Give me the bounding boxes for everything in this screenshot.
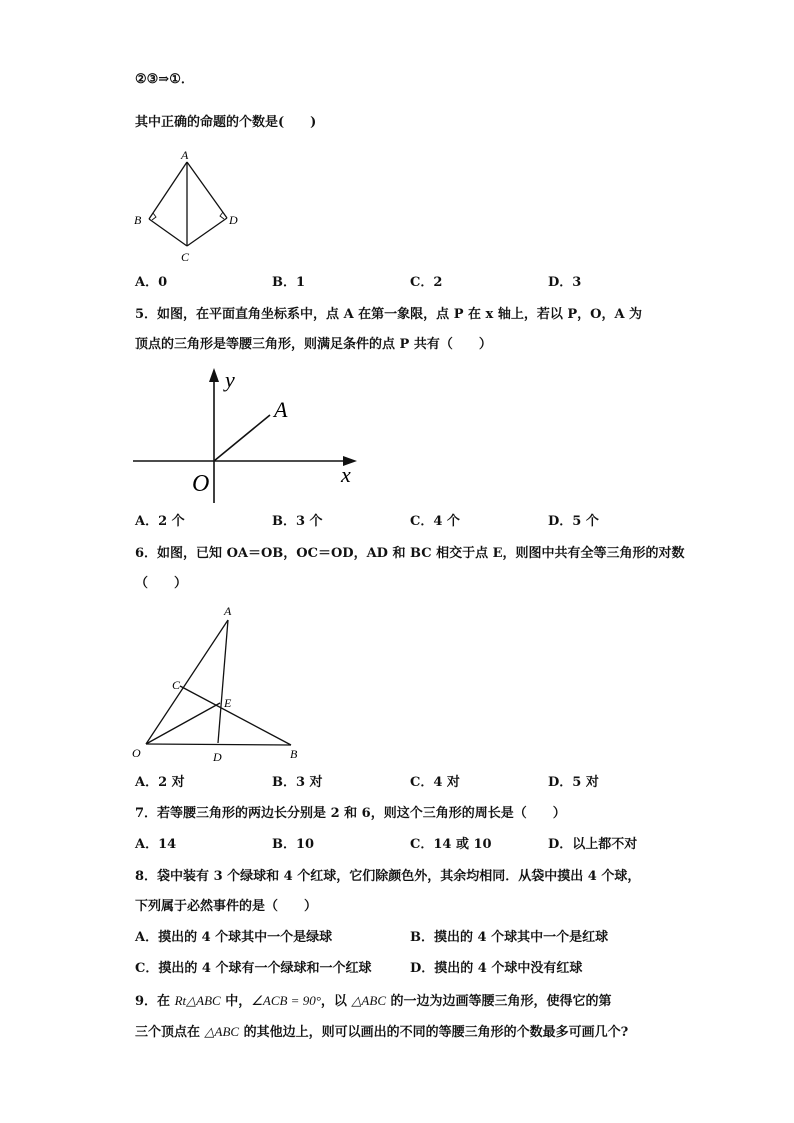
- q7-option-d: D．以上都不对: [548, 837, 638, 852]
- q4-option-b: B．1: [272, 275, 306, 290]
- q7-stem: 7．若等腰三角形的两边长分别是 2 和 6，则这个三角形的周长是（ ）: [135, 806, 566, 821]
- q5-label-a: A: [274, 397, 288, 422]
- q7-option-a: A．14: [135, 837, 177, 852]
- q4-label-d: D: [229, 213, 238, 227]
- q6-label-c: C: [172, 678, 181, 692]
- q5-option-a: A．2 个: [135, 514, 185, 529]
- q4-tail: ②③⇒①．: [135, 72, 194, 87]
- q8-option-d: D．摸出的 4 个球中没有红球: [410, 961, 583, 976]
- q5-label-o: O: [192, 471, 210, 497]
- q9-stem-line1: [135, 993, 612, 1010]
- q9-l1-suffix: 的一边为边画等腰三角形，使得它的第: [386, 994, 612, 1009]
- q4-option-d: D．3: [548, 275, 582, 290]
- q4-label-c: C: [181, 250, 190, 264]
- q9-l1-mid2: ，以: [320, 994, 352, 1009]
- q6-label-a: A: [224, 604, 232, 618]
- q6-option-c: C．4 对: [410, 775, 460, 790]
- q4-label-a: A: [181, 148, 189, 162]
- q9-l1-prefix: 9．在: [135, 994, 175, 1009]
- q9-l1-triangle: Rt△ABC: [174, 993, 221, 1008]
- q7-option-c: C．14 或 10: [410, 837, 492, 852]
- q6-label-b: B: [290, 747, 298, 761]
- q4-label-b: B: [134, 213, 142, 227]
- q9-l1-mid: 中，: [220, 994, 252, 1009]
- q6-label-d: D: [213, 750, 222, 764]
- q7-option-b: B．10: [272, 837, 315, 852]
- q9-l2-triangle: △ABC: [204, 1024, 240, 1039]
- q9-l1-angle: ∠ACB = 90°: [251, 993, 321, 1008]
- q4-option-c: C．2: [410, 275, 443, 290]
- q6-option-a: A．2 对: [135, 775, 185, 790]
- q9-l2-suffix: 的其他边上，则可以画出的不同的等腰三角形的个数最多可画几个?: [239, 1025, 629, 1040]
- q8-stem-line1: 8．袋中装有 3 个绿球和 4 个红球，它们除颜色外，其余均相同．从袋中摸出 4 个球，: [135, 869, 641, 884]
- q8-stem-line2: 下列属于必然事件的是（ ）: [135, 899, 318, 914]
- q9-l1-triangle2: △ABC: [351, 993, 386, 1008]
- q5-label-x: x: [341, 462, 351, 487]
- q5-stem-line1: 5．如图，在平面直角坐标系中，点 A 在第一象限，点 P 在 x 轴上，若以 P，O，A 为: [135, 307, 643, 322]
- q8-option-a: A．摸出的 4 个球其中一个是绿球: [135, 930, 333, 945]
- q9-stem-line2: [135, 1024, 628, 1041]
- q9-l2-prefix: 三个顶点在: [135, 1025, 205, 1040]
- q8-option-c: C．摸出的 4 个球有一个绿球和一个红球: [135, 961, 372, 976]
- q5-figure: [130, 365, 365, 510]
- q4-option-a: A．0: [135, 275, 168, 290]
- q6-figure: [128, 600, 308, 770]
- q4-figure: [125, 145, 255, 270]
- q8-option-b: B．摸出的 4 个球其中一个是红球: [410, 930, 609, 945]
- q4-stem: 其中正确的命题的个数是( ): [135, 115, 317, 130]
- q6-option-b: B．3 对: [272, 775, 323, 790]
- q6-stem-line1: 6．如图，已知 OA＝OB，OC＝OD，AD 和 BC 相交于点 E，则图中共有全等三角形的对数: [135, 546, 685, 561]
- q5-option-d: D．5 个: [548, 514, 599, 529]
- q6-label-e: E: [224, 696, 232, 710]
- q5-option-b: B．3 个: [272, 514, 323, 529]
- q5-option-c: C．4 个: [410, 514, 460, 529]
- q6-stem-line2: （ ）: [135, 576, 188, 591]
- q5-stem-line2: 顶点的三角形是等腰三角形，则满足条件的点 P 共有（ ）: [135, 337, 492, 352]
- q5-label-y: y: [225, 367, 235, 392]
- q6-option-d: D．5 对: [548, 775, 599, 790]
- q6-label-o: O: [132, 746, 141, 760]
